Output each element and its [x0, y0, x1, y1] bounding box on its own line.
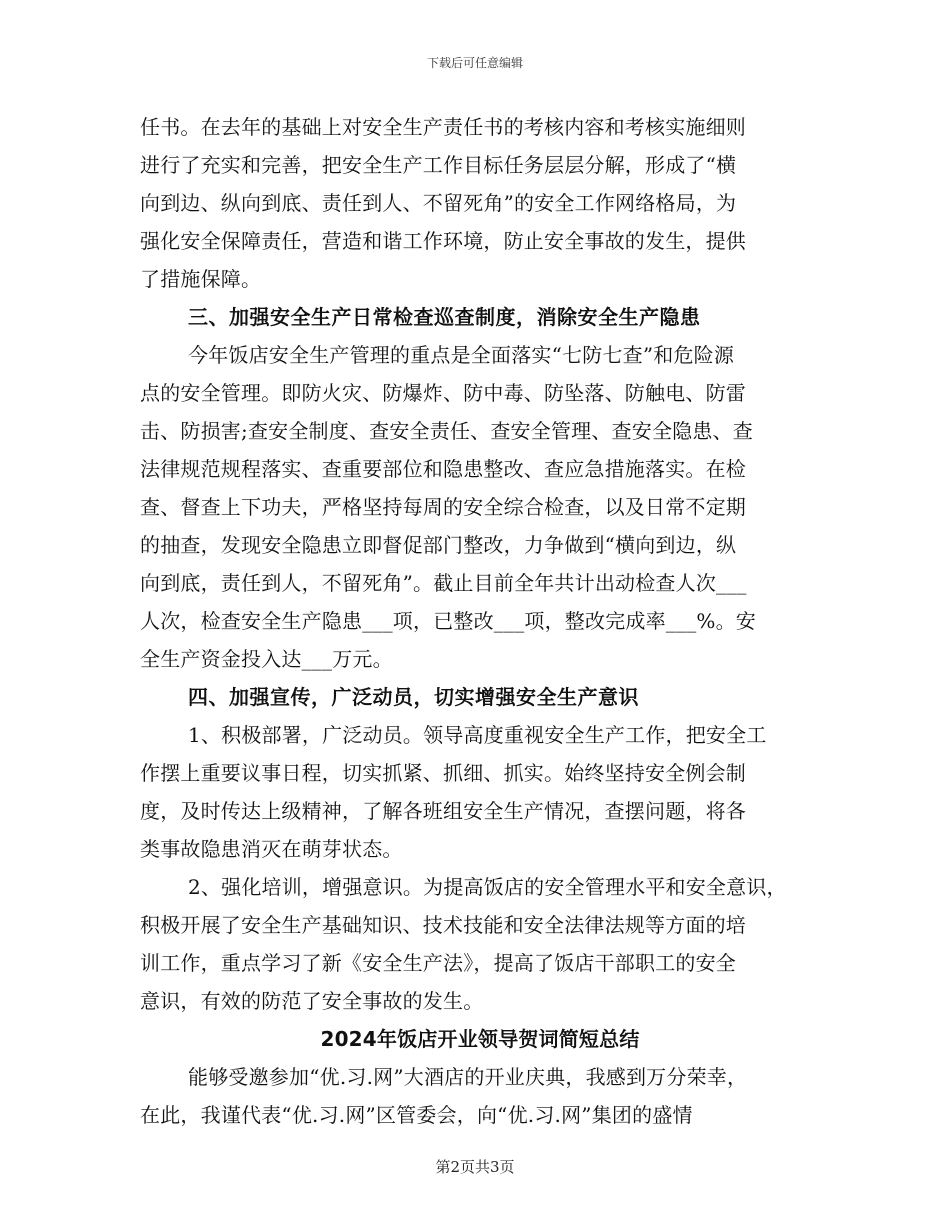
page-header: 下载后可任意编辑 [426, 56, 523, 70]
paragraph-line: 点的安全管理。即防火灾、防爆炸、防中毒、防坠落、防触电、防雷 [140, 381, 746, 405]
paragraph-line: 向到底，责任到人，不留死角”。截止目前全年共计出动检查人次___ [140, 571, 747, 595]
document-title: 2024年饭店开业领导贺词简短总结 [320, 1027, 640, 1051]
section-heading-4: 四、加强宣传，广泛动员，切实增强安全生产意识 [188, 685, 639, 709]
paragraph-line: 了措施保障。 [140, 267, 262, 291]
paragraph-line: 训工作，重点学习了新《安全生产法》，提高了饭店干部职工的安全 [140, 951, 736, 975]
paragraph-line: 意识，有效的防范了安全事故的发生。 [140, 989, 484, 1013]
paragraph-line: 1、积极部署，广泛动员。领导高度重视安全生产工作，把安全工 [188, 723, 767, 747]
page-number-footer: 第2页共3页 [435, 1158, 515, 1176]
paragraph-line: 积极开展了安全生产基础知识、技术技能和安全法律法规等方面的培 [140, 913, 746, 937]
document-body [140, 108, 820, 1134]
paragraph-line: 法律规范规程落实、查重要部位和隐患整改、查应急措施落实。在检 [140, 457, 746, 481]
paragraph-line: 类事故隐患消灭在萌芽状态。 [140, 837, 403, 861]
paragraph-line: 能够受邀参加“优.习.网”大酒店的开业庆典，我感到万分荣幸， [188, 1065, 748, 1089]
paragraph-line: 进行了充实和完善，把安全生产工作目标任务层层分解，形成了“横 [140, 153, 737, 177]
paragraph-line: 查、督查上下功夫，严格坚持每周的安全综合检查，以及日常不定期 [140, 495, 746, 519]
paragraph-line: 的抽查，发现安全隐患立即督促部门整改，力争做到“横向到边，纵 [140, 533, 737, 557]
paragraph-line: 2、强化培训，增强意识。为提高饭店的安全管理水平和安全意识， [188, 875, 787, 899]
paragraph-line: 向到边、纵向到底、责任到人、不留死角”的安全工作网络格局，为 [140, 191, 737, 215]
paragraph-line: 任书。在去年的基础上对安全生产责任书的考核内容和考核实施细则 [140, 115, 746, 139]
paragraph-line: 全生产资金投入达___万元。 [140, 647, 393, 671]
paragraph-line: 强化安全保障责任，营造和谐工作环境，防止安全事故的发生，提供 [140, 229, 746, 253]
section-heading-3: 三、加强安全生产日常检查巡查制度，消除安全生产隐患 [188, 305, 701, 329]
paragraph-line: 度，及时传达上级精神，了解各班组安全生产情况，查摆问题，将各 [140, 799, 746, 823]
paragraph-line: 人次，检查安全生产隐患___项，已整改___项，整改完成率___%。安 [140, 609, 757, 633]
paragraph-line: 击、防损害;查安全制度、查安全责任、查安全管理、查安全隐患、查 [140, 419, 753, 443]
paragraph-line: 作摆上重要议事日程，切实抓紧、抓细、抓实。始终坚持安全例会制 [140, 761, 746, 785]
paragraph-line: 今年饭店安全生产管理的重点是全面落实“七防七查”和危险源 [188, 343, 735, 367]
paragraph-line: 在此，我谨代表“优.习.网”区管委会，向“优.习.网”集团的盛情 [140, 1103, 693, 1127]
